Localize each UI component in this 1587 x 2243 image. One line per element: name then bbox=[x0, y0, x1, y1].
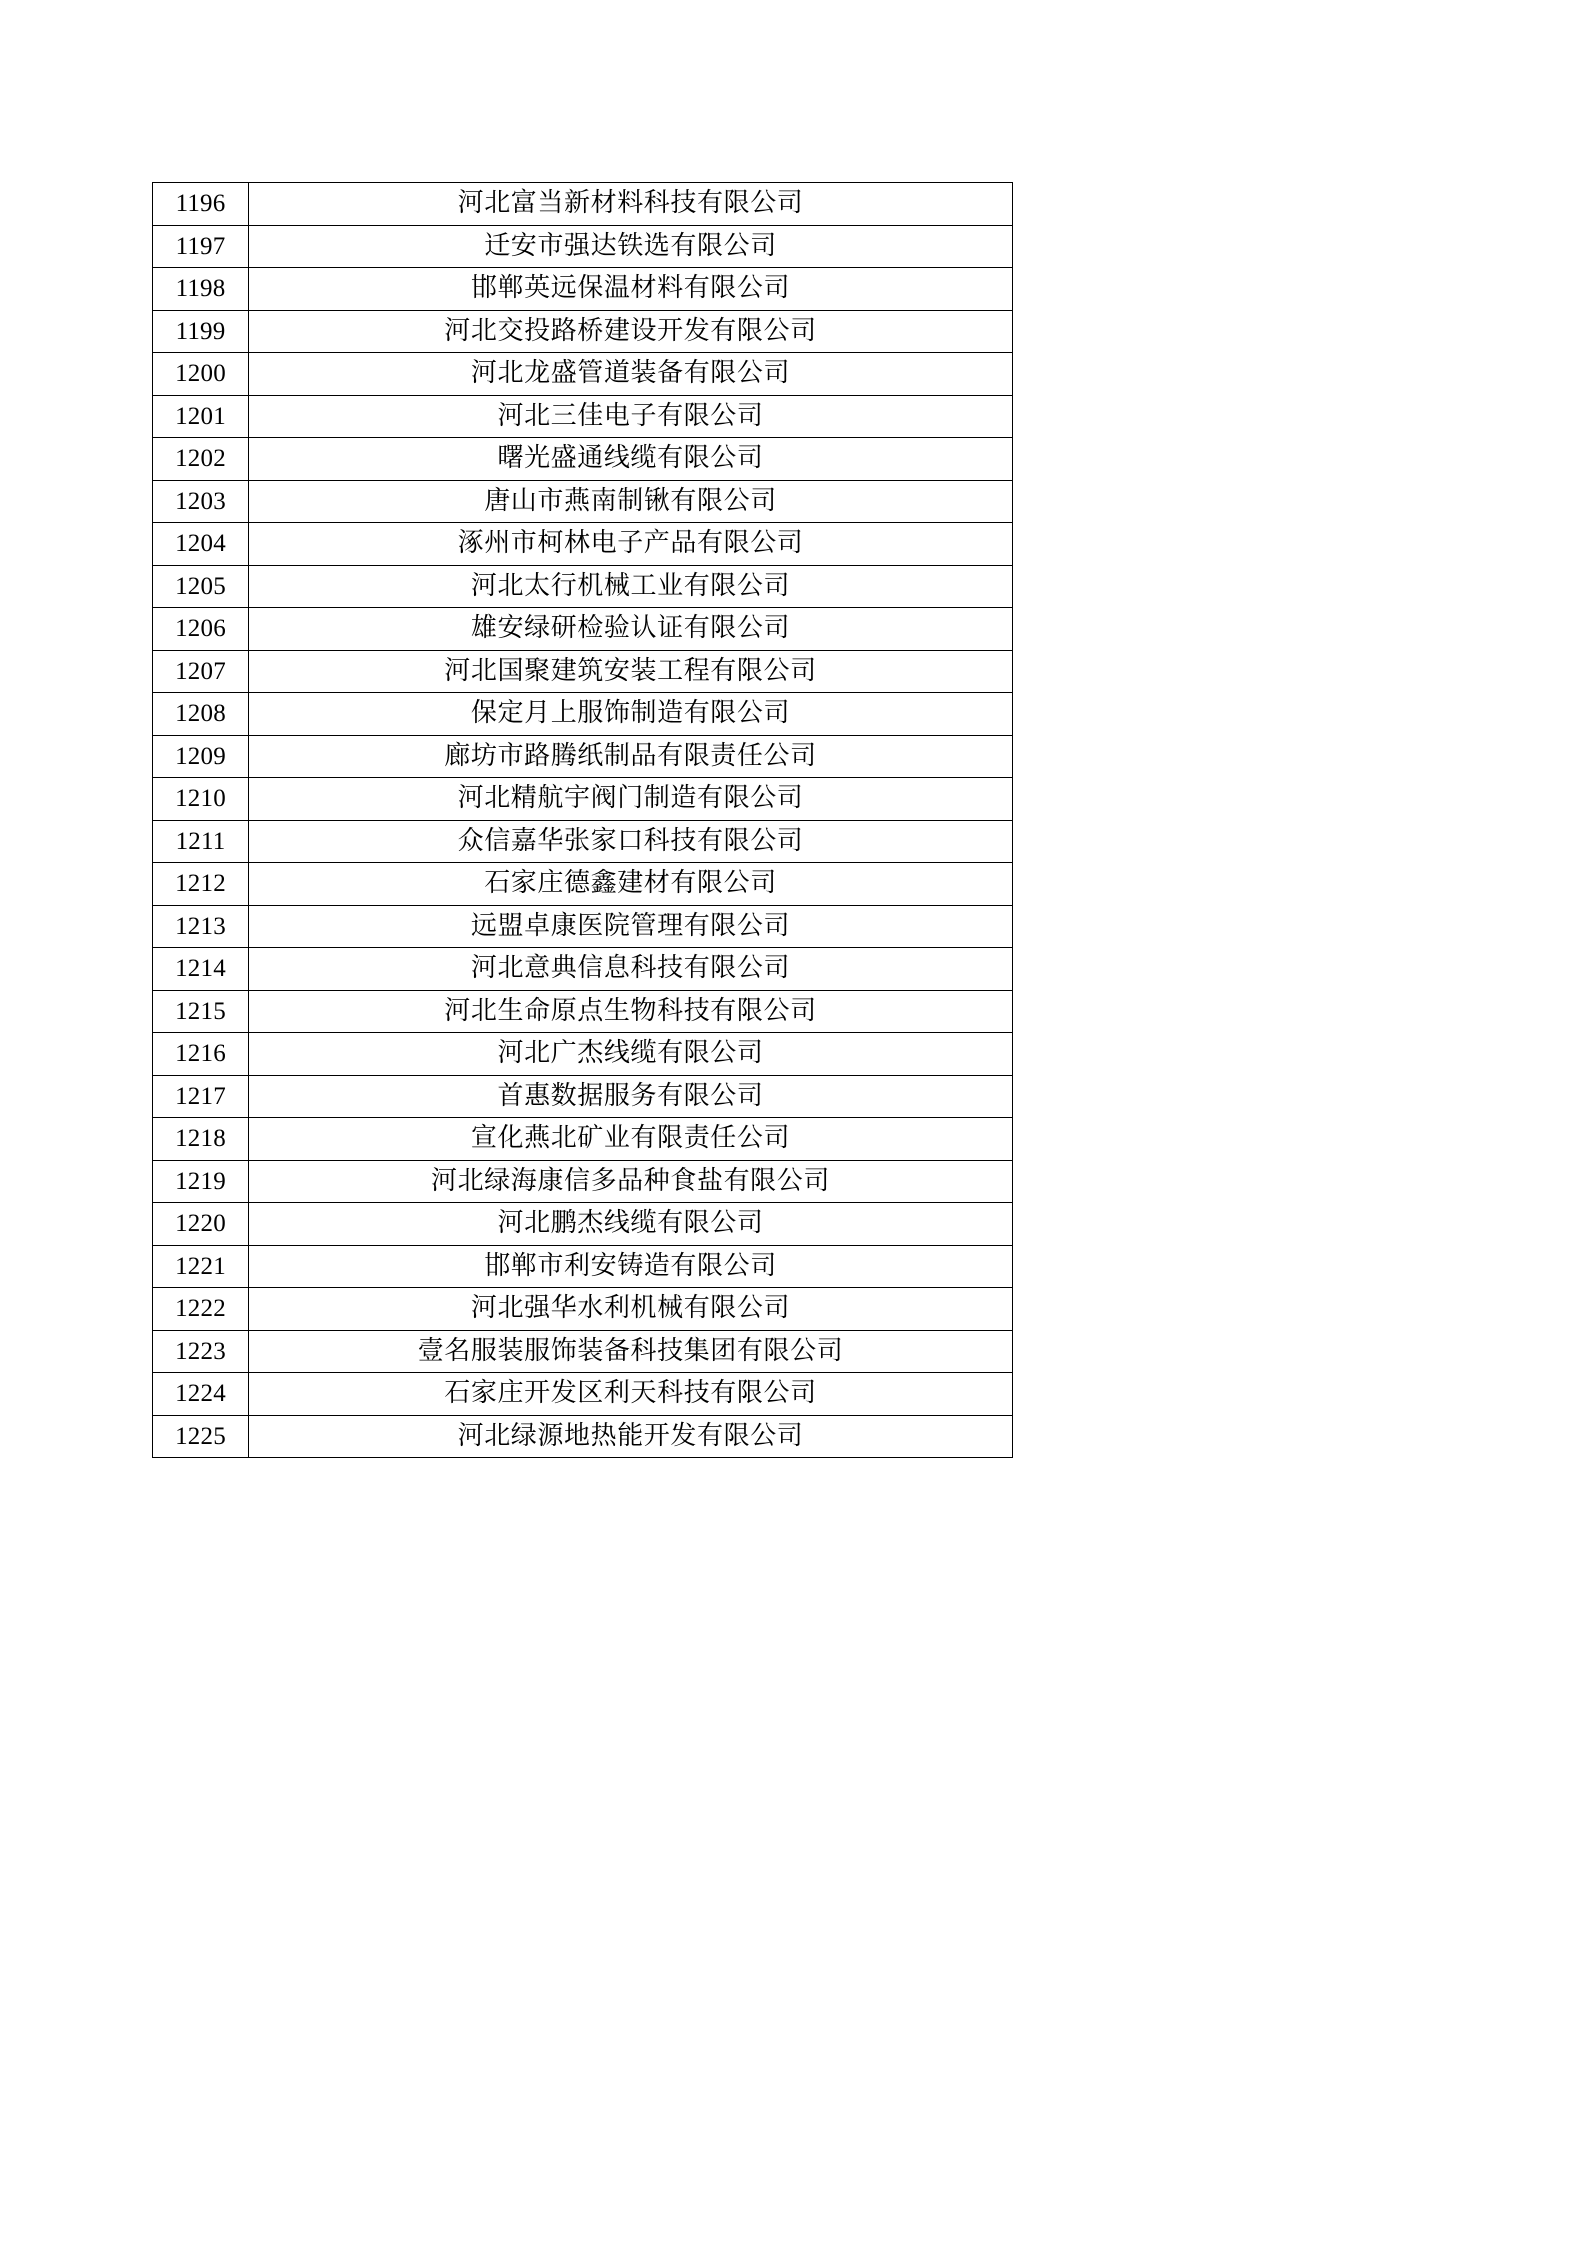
company-name-cell: 河北绿海康信多品种食盐有限公司 bbox=[249, 1160, 1013, 1203]
company-name-cell: 河北交投路桥建设开发有限公司 bbox=[249, 310, 1013, 353]
company-name-cell: 河北三佳电子有限公司 bbox=[249, 395, 1013, 438]
company-name-cell: 邯郸市利安铸造有限公司 bbox=[249, 1245, 1013, 1288]
row-index-cell: 1200 bbox=[153, 353, 249, 396]
row-index-cell: 1221 bbox=[153, 1245, 249, 1288]
row-index-cell: 1216 bbox=[153, 1033, 249, 1076]
row-index-cell: 1197 bbox=[153, 225, 249, 268]
row-index-cell: 1211 bbox=[153, 820, 249, 863]
company-name-cell: 石家庄德鑫建材有限公司 bbox=[249, 863, 1013, 906]
row-index-cell: 1207 bbox=[153, 650, 249, 693]
table-row bbox=[153, 1373, 1013, 1416]
company-name-cell: 迁安市强达铁选有限公司 bbox=[249, 225, 1013, 268]
row-index-cell: 1198 bbox=[153, 268, 249, 311]
table-row bbox=[153, 353, 1013, 396]
table-row bbox=[153, 778, 1013, 821]
company-name-cell: 曙光盛通线缆有限公司 bbox=[249, 438, 1013, 481]
company-name-cell: 河北太行机械工业有限公司 bbox=[249, 565, 1013, 608]
company-name-cell: 壹名服装服饰装备科技集团有限公司 bbox=[249, 1330, 1013, 1373]
row-index-cell: 1220 bbox=[153, 1203, 249, 1246]
company-name-cell: 河北国聚建筑安装工程有限公司 bbox=[249, 650, 1013, 693]
company-name-cell: 雄安绿研检验认证有限公司 bbox=[249, 608, 1013, 651]
table-row bbox=[153, 990, 1013, 1033]
table-row bbox=[153, 863, 1013, 906]
row-index-cell: 1203 bbox=[153, 480, 249, 523]
row-index-cell: 1204 bbox=[153, 523, 249, 566]
row-index-cell: 1223 bbox=[153, 1330, 249, 1373]
row-index-cell: 1212 bbox=[153, 863, 249, 906]
row-index-cell: 1199 bbox=[153, 310, 249, 353]
company-name-cell: 河北强华水利机械有限公司 bbox=[249, 1288, 1013, 1331]
company-name-cell: 石家庄开发区利天科技有限公司 bbox=[249, 1373, 1013, 1416]
table-row bbox=[153, 1245, 1013, 1288]
row-index-cell: 1214 bbox=[153, 948, 249, 991]
company-name-cell: 宣化燕北矿业有限责任公司 bbox=[249, 1118, 1013, 1161]
table-row bbox=[153, 268, 1013, 311]
company-name-cell: 河北生命原点生物科技有限公司 bbox=[249, 990, 1013, 1033]
table-row bbox=[153, 480, 1013, 523]
table-row bbox=[153, 565, 1013, 608]
table-row bbox=[153, 1160, 1013, 1203]
row-index-cell: 1217 bbox=[153, 1075, 249, 1118]
company-name-cell: 首惠数据服务有限公司 bbox=[249, 1075, 1013, 1118]
company-listing-table-container bbox=[152, 182, 1012, 1458]
row-index-cell: 1209 bbox=[153, 735, 249, 778]
table-row bbox=[153, 1118, 1013, 1161]
table-row bbox=[153, 820, 1013, 863]
row-index-cell: 1208 bbox=[153, 693, 249, 736]
company-listing-table-body bbox=[153, 183, 1013, 1458]
company-name-cell: 唐山市燕南制锹有限公司 bbox=[249, 480, 1013, 523]
company-listing-table bbox=[152, 182, 1013, 1458]
row-index-cell: 1205 bbox=[153, 565, 249, 608]
row-index-cell: 1196 bbox=[153, 183, 249, 226]
row-index-cell: 1218 bbox=[153, 1118, 249, 1161]
table-row bbox=[153, 1415, 1013, 1458]
company-name-cell: 河北龙盛管道装备有限公司 bbox=[249, 353, 1013, 396]
table-row bbox=[153, 948, 1013, 991]
table-row bbox=[153, 225, 1013, 268]
table-row bbox=[153, 735, 1013, 778]
company-name-cell: 保定月上服饰制造有限公司 bbox=[249, 693, 1013, 736]
company-name-cell: 河北绿源地热能开发有限公司 bbox=[249, 1415, 1013, 1458]
row-index-cell: 1202 bbox=[153, 438, 249, 481]
table-row bbox=[153, 395, 1013, 438]
table-row bbox=[153, 905, 1013, 948]
row-index-cell: 1201 bbox=[153, 395, 249, 438]
row-index-cell: 1222 bbox=[153, 1288, 249, 1331]
row-index-cell: 1225 bbox=[153, 1415, 249, 1458]
table-row bbox=[153, 650, 1013, 693]
company-name-cell: 河北富当新材料科技有限公司 bbox=[249, 183, 1013, 226]
table-row bbox=[153, 693, 1013, 736]
company-name-cell: 河北精航宇阀门制造有限公司 bbox=[249, 778, 1013, 821]
row-index-cell: 1224 bbox=[153, 1373, 249, 1416]
table-row bbox=[153, 310, 1013, 353]
row-index-cell: 1219 bbox=[153, 1160, 249, 1203]
row-index-cell: 1210 bbox=[153, 778, 249, 821]
company-name-cell: 河北意典信息科技有限公司 bbox=[249, 948, 1013, 991]
row-index-cell: 1213 bbox=[153, 905, 249, 948]
table-row bbox=[153, 523, 1013, 566]
company-name-cell: 涿州市柯林电子产品有限公司 bbox=[249, 523, 1013, 566]
table-row bbox=[153, 438, 1013, 481]
table-row bbox=[153, 1288, 1013, 1331]
table-row bbox=[153, 1033, 1013, 1076]
company-name-cell: 众信嘉华张家口科技有限公司 bbox=[249, 820, 1013, 863]
company-name-cell: 邯郸英远保温材料有限公司 bbox=[249, 268, 1013, 311]
row-index-cell: 1206 bbox=[153, 608, 249, 651]
table-row bbox=[153, 1330, 1013, 1373]
table-row bbox=[153, 1203, 1013, 1246]
row-index-cell: 1215 bbox=[153, 990, 249, 1033]
table-row bbox=[153, 1075, 1013, 1118]
company-name-cell: 河北鹏杰线缆有限公司 bbox=[249, 1203, 1013, 1246]
company-name-cell: 廊坊市路腾纸制品有限责任公司 bbox=[249, 735, 1013, 778]
company-name-cell: 远盟卓康医院管理有限公司 bbox=[249, 905, 1013, 948]
table-row bbox=[153, 183, 1013, 226]
company-name-cell: 河北广杰线缆有限公司 bbox=[249, 1033, 1013, 1076]
table-row bbox=[153, 608, 1013, 651]
